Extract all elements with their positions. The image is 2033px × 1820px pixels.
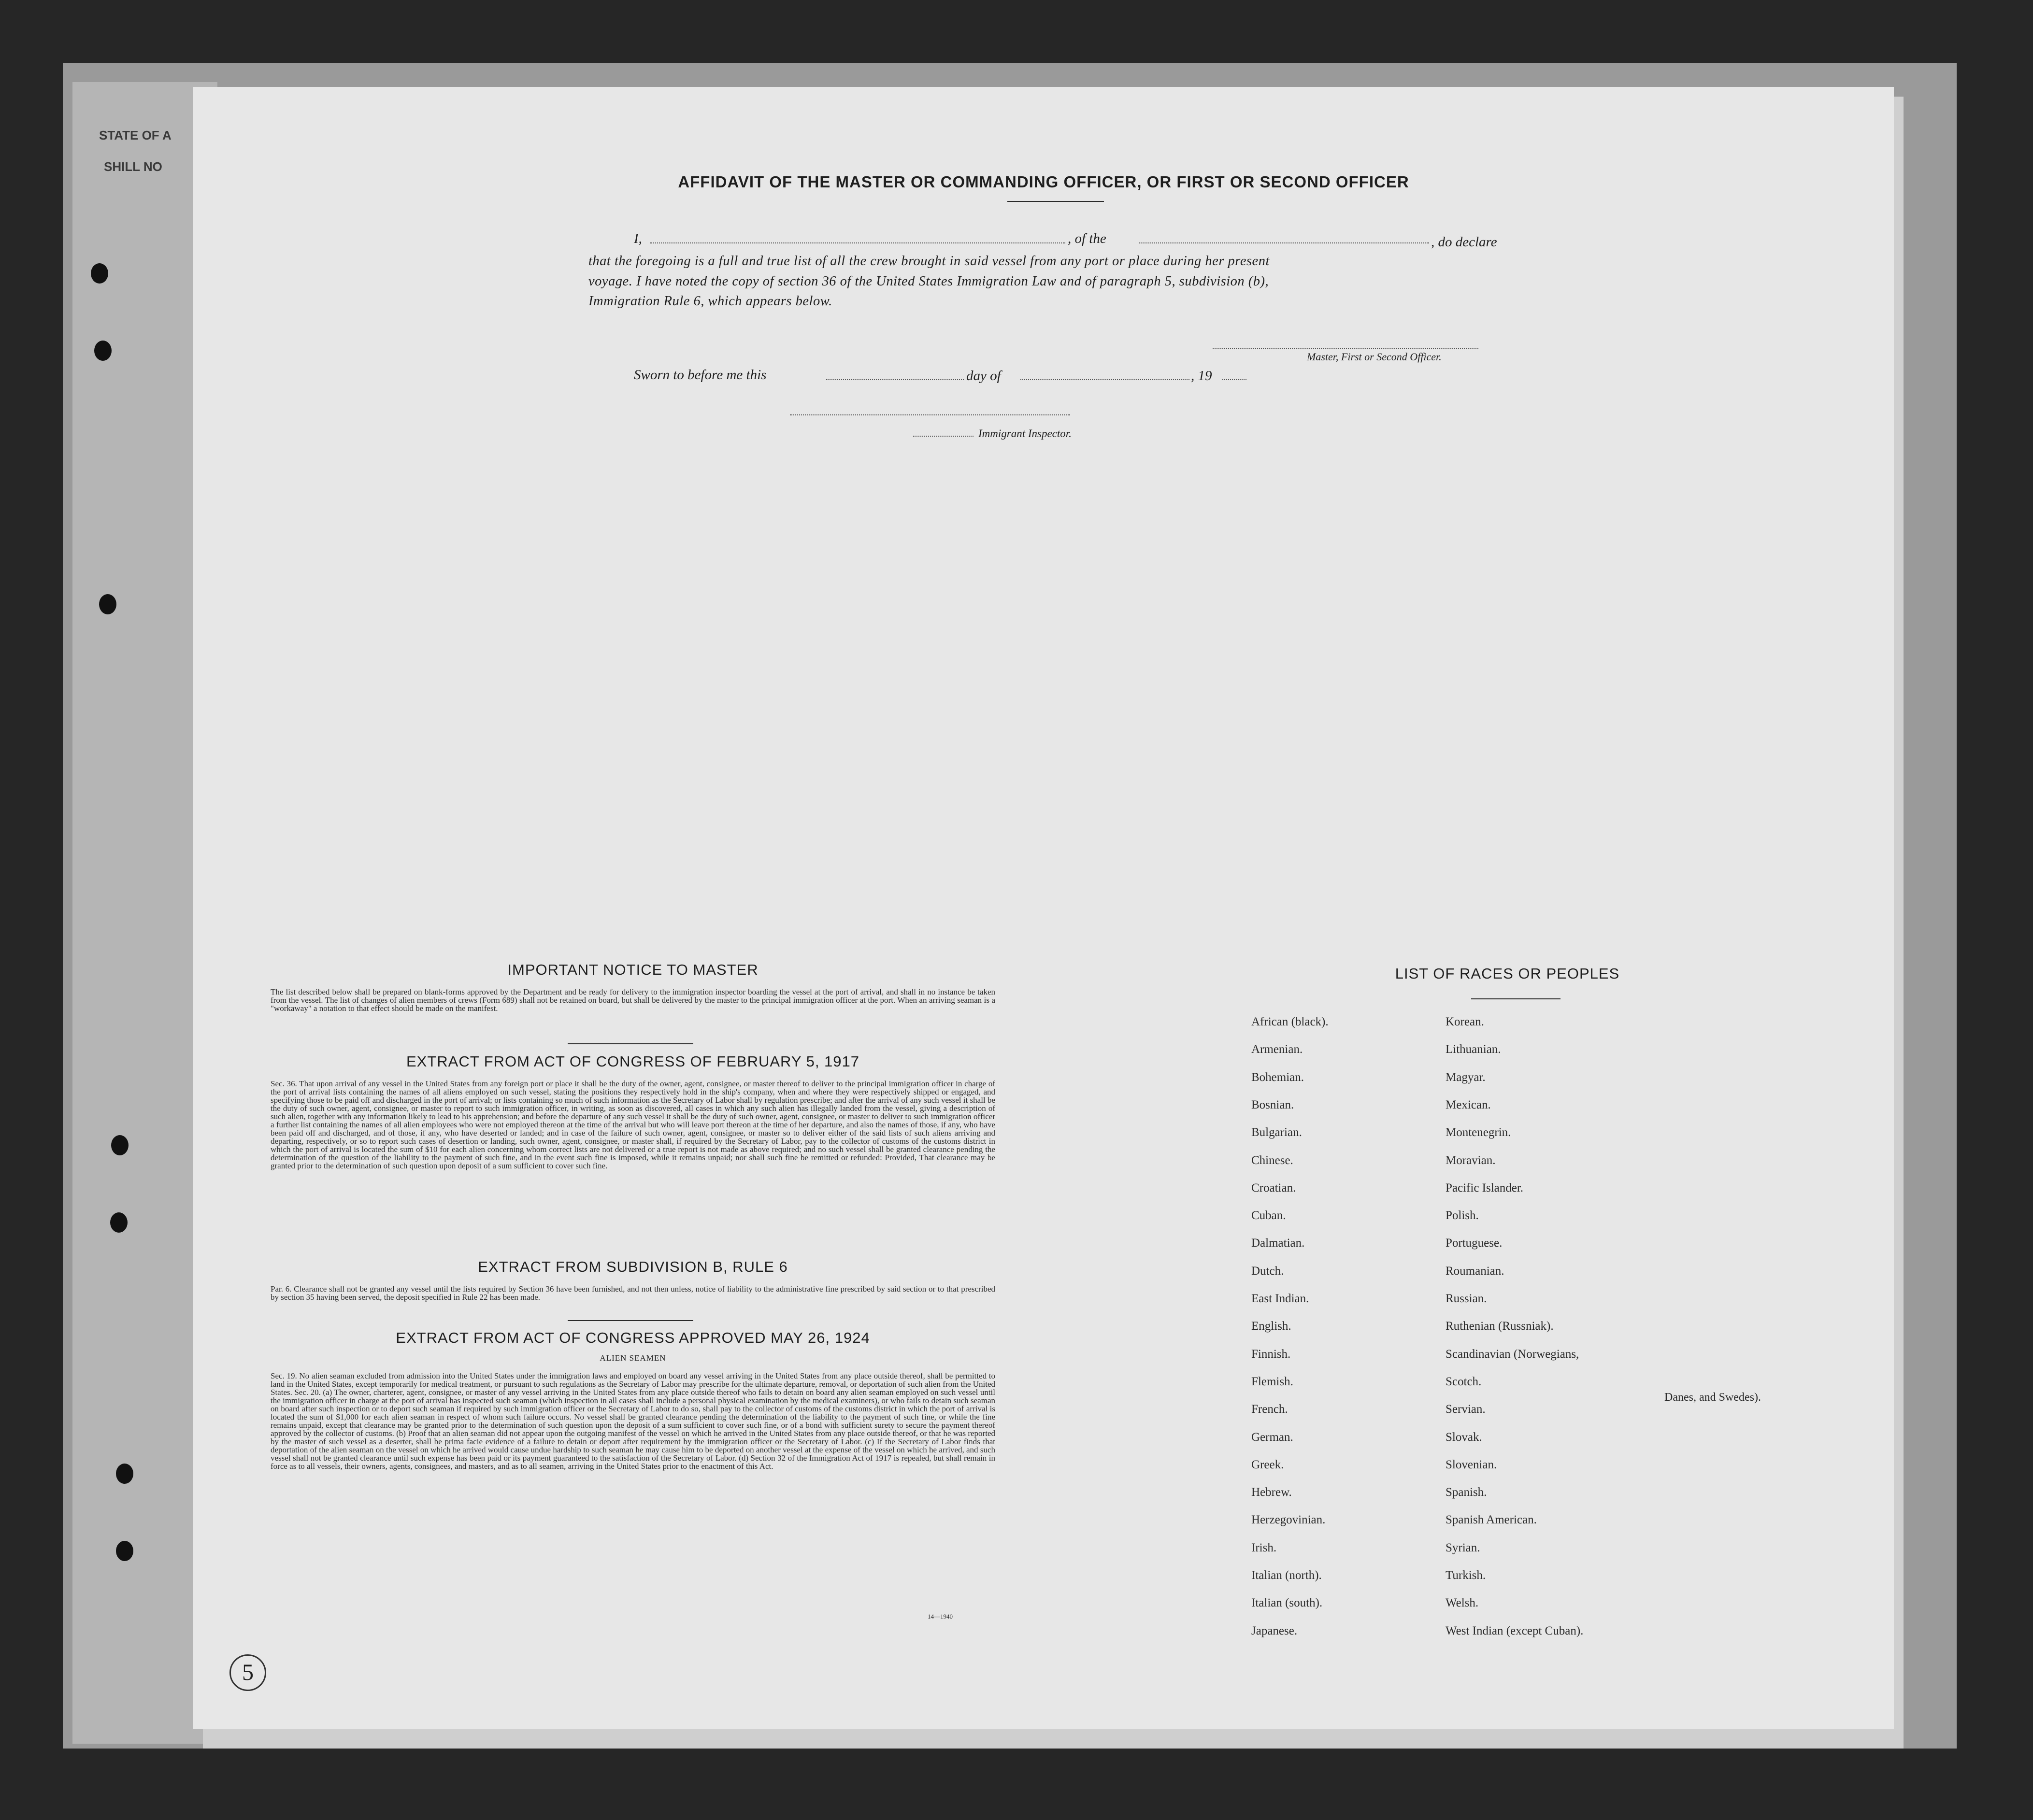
race-item: Bulgarian. xyxy=(1251,1126,1302,1139)
race-item: Lithuanian. xyxy=(1446,1043,1501,1056)
race-item: German. xyxy=(1251,1430,1293,1444)
race-item: Chinese. xyxy=(1251,1153,1293,1167)
race-item: Welsh. xyxy=(1446,1596,1479,1610)
extract-1924-title: EXTRACT FROM ACT OF CONGRESS APPROVED MAY 26, 1924 xyxy=(396,1329,870,1346)
day-line xyxy=(826,379,964,380)
page-number: 5 xyxy=(229,1654,266,1691)
i-label: I, xyxy=(634,231,642,246)
extract-rule6-text: Par. 6. Clearance shall not be granted any vessel until the lists required by Section 36 have been furnished, and not then unless, notice of liability to the administrative fine prescribed by said section or to that prescribed by section 35 having been served, the deposit specified in Rule 22 has been made. xyxy=(271,1284,995,1302)
divider xyxy=(568,1043,693,1044)
race-item: Italian (north). xyxy=(1251,1569,1322,1582)
binder-hole xyxy=(111,1135,129,1155)
notice-title: IMPORTANT NOTICE TO MASTER xyxy=(507,961,759,978)
race-item: Mexican. xyxy=(1446,1098,1491,1111)
race-item: Italian (south). xyxy=(1251,1596,1323,1610)
affidavit-title: AFFIDAVIT OF THE MASTER OR COMMANDING OFFICER, OR FIRST OR SECOND OFFICER xyxy=(678,173,1409,191)
race-item: Scandinavian (Norwegians, xyxy=(1446,1347,1579,1361)
race-item: Servian. xyxy=(1446,1403,1486,1416)
form-code: 14—1940 xyxy=(928,1613,953,1620)
race-item: Flemish. xyxy=(1251,1375,1293,1388)
race-item: Irish. xyxy=(1251,1541,1277,1554)
name-line xyxy=(650,242,1065,243)
extract-1917-text: Sec. 36. That upon arrival of any vessel in the United States from any foreign port or place it shall be the duty of the owner, agent, consignee, or master thereof to deliver to the principal immigration officer in charge of the port of arrival lists containing the names of all aliens employed on such vessel, stating the positions they respectively hold in the ship's company, when and where they were respectively shipped or engaged, and specifying those to be paid off and discharged in the port of arrival; or lists containing so much of such information as the Secretary of Labor shall by regulation prescribe; and after the arrival of any such vessel it shall be the duty of such owner, agent, consignee, or master to report to such immigration officer, in writing, as soon as discovered, all cases in which any such alien has illegally landed from the vessel, giving a description of such alien, together with any information likely to lead to his apprehension; and before the departure of any such vessel it shall be the duty of such owner, agent, consignee, or master to deliver to such immigration officer a further list containing the names of all alien employees who were not employed thereon at the time of the arrival but who will leave port thereon at the time of her departure, and also the names of those, if any, who have been paid off and discharged, and of those, if any, who have deserted or landed; and in case of the failure of such owner, agent, consignee, or master so to deliver either of the said lists of such aliens arriving and departing, respectively, or so to report such cases of desertion or landing, such owner, agent, consignee, or master shall, if required by the Secretary of Labor, pay to the collector of customs of the customs district in which the port of arrival is located the sum of $10 for each alien concerning whom correct lists are not delivered or a true report is not made as above required; and no such vessel shall be granted clearance pending the determination of the question of the liability to the payment of such fine, and in the event such fine is imposed, while it remains unpaid; nor shall such fine be remitted or refunded: Provided, That clearance may be granted prior to the determination of such question upon deposit of a sum sufficient to cover such fine. xyxy=(271,1079,995,1170)
race-item: Cuban. xyxy=(1251,1209,1286,1223)
race-item: Turkish. xyxy=(1446,1569,1486,1582)
sworn-label: Sworn to before me this xyxy=(634,367,767,383)
master-signature-line xyxy=(1213,348,1478,349)
race-item: Herzegovinian. xyxy=(1251,1513,1326,1527)
race-item: Japanese. xyxy=(1251,1624,1298,1637)
race-item: Portuguese. xyxy=(1446,1237,1503,1250)
affidavit-body-line: voyage. I have noted the copy of section 36 of the United States Immigration Law and of paragraph 5, subdivision (b), xyxy=(588,274,1269,289)
race-item-continuation: Danes, and Swedes). xyxy=(1664,1391,1761,1404)
master-signature-label: Master, First or Second Officer. xyxy=(1307,351,1442,363)
binder-hole xyxy=(99,594,116,614)
race-item: Pacific Islander. xyxy=(1446,1181,1524,1194)
race-item: Hebrew. xyxy=(1251,1486,1292,1499)
race-item: Finnish. xyxy=(1251,1347,1291,1361)
inspector-signature-line xyxy=(790,414,1070,415)
binder-hole xyxy=(116,1541,133,1561)
form-page xyxy=(193,87,1894,1729)
race-item: Ruthenian (Russniak). xyxy=(1446,1320,1554,1333)
race-item: African (black). xyxy=(1251,1015,1329,1028)
race-item: Korean. xyxy=(1446,1015,1484,1028)
race-item: Slovak. xyxy=(1446,1430,1482,1444)
race-item: Scotch. xyxy=(1446,1375,1482,1388)
notice-text: The list described below shall be prepared on blank-forms approved by the Department and be ready for delivery to the immigration inspector boarding the vessel at the port of arrival, and shall in no instance be taken from the vessel. The list of changes of alien members of crews (Form 689) shall not be retained on board, but shall be delivered by the master to the principal immigration officer at the port. When an arriving seaman is a "workaway" a notation to that effect should be made on the manifest. xyxy=(271,987,995,1013)
divider xyxy=(568,1320,693,1321)
race-item: East Indian. xyxy=(1251,1292,1309,1305)
race-item: Bosnian. xyxy=(1251,1098,1294,1111)
binder-hole xyxy=(116,1464,133,1484)
inspector-label: Immigrant Inspector. xyxy=(978,427,1072,440)
race-item: Greek. xyxy=(1251,1458,1284,1471)
year-line xyxy=(1222,379,1246,380)
do-declare-label: , do declare xyxy=(1431,234,1497,250)
extract-1924-text: Sec. 19. No alien seaman excluded from admission into the United States under the immigration laws and employed on board any vessel arriving in the United States from any place outside thereof, shall be permitted to land in the United States, except temporarily for medical treatment, or pursuant to such regulations as the Secretary of Labor may prescribe for the ultimate departure, removal, or deportation of such alien from the United States. Sec. 20. (a) The owner, charterer, agent, consignee, or master of any vessel arriving in the United States from any place outside thereof who fails to detain on board any alien seaman employed on such vessel until the immigration officer in charge at the port of arrival has inspected such seaman (which inspection in all cases shall include a personal physical examination by the medical examiners), or who fails to detain such seaman on board after such inspection or to deport such seaman if required by such immigration officer or the Secretary of Labor to do so, shall pay to the collector of customs of the customs district in which the port of arrival is located the sum of $1,000 for each alien seaman in respect of whom such failure occurs. No vessel shall be granted clearance pending the determination of the liability to the payment of such fine, or while the fine remains unpaid, except that clearance may be granted prior to the determination of such question upon the deposit of a sum sufficient to cover such fine, or of a bond with sufficient surety to secure the payment thereof approved by the collector of customs. (b) Proof that an alien seaman did not appear upon the outgoing manifest of the vessel on which he arrived in the United States from any place outside thereof, or that he was reported by the master of such vessel as a deserter, shall be prima facie evidence of a failure to detain or deport after requirement by the immigration officer or the Secretary of Labor. (c) If the Secretary of Labor finds that deportation of the alien seaman on the vessel on which he arrived would cause undue hardship to such seaman he may cause him to be deported on another vessel at the expense of the vessel on which he arrived, and such vessel shall not be granted clearance until such expense has been paid or its payment guaranteed to the satisfaction of the Secretary of Labor. (d) Section 32 of the Immigration Act of 1917 is repealed, but shall remain in force as to all vessels, their owners, agents, consignees, and masters, and as to all seamen, arriving in the United States prior to the enactment of this Act. xyxy=(271,1371,995,1471)
race-item: Armenian. xyxy=(1251,1043,1303,1056)
race-item: Croatian. xyxy=(1251,1181,1296,1194)
divider xyxy=(1007,201,1104,202)
races-title: LIST OF RACES OR PEOPLES xyxy=(1395,965,1620,982)
affidavit-body-line: that the foregoing is a full and true list of all the crew brought in said vessel from any port or place during her present xyxy=(588,254,1270,269)
race-item: Montenegrin. xyxy=(1446,1126,1511,1139)
race-item: Dutch. xyxy=(1251,1264,1284,1278)
race-item: Polish. xyxy=(1446,1209,1479,1223)
extract-rule6-title: EXTRACT FROM SUBDIVISION B, RULE 6 xyxy=(478,1258,788,1275)
race-item: English. xyxy=(1251,1320,1291,1333)
race-item: Bohemian. xyxy=(1251,1070,1304,1084)
race-item: West Indian (except Cuban). xyxy=(1446,1624,1584,1637)
stamp-text: STATE OF A xyxy=(99,128,172,142)
affidavit-body-line: Immigration Rule 6, which appears below. xyxy=(588,294,832,309)
of-the-label: , of the xyxy=(1068,231,1106,246)
binder-hole xyxy=(91,263,108,284)
day-of-label: day of xyxy=(966,368,1001,384)
race-item: Russian. xyxy=(1446,1292,1487,1305)
vessel-line xyxy=(1139,242,1429,243)
race-item: Moravian. xyxy=(1446,1153,1496,1167)
race-item: Dalmatian. xyxy=(1251,1237,1305,1250)
binder-hole xyxy=(110,1212,128,1233)
month-line xyxy=(1020,379,1189,380)
race-item: Spanish. xyxy=(1446,1486,1487,1499)
alien-seamen-subtitle: ALIEN SEAMEN xyxy=(600,1353,666,1363)
binder-hole xyxy=(94,341,112,361)
extract-1917-title: EXTRACT FROM ACT OF CONGRESS OF FEBRUARY 5, 1917 xyxy=(406,1053,860,1070)
year-label: , 19 xyxy=(1191,368,1212,384)
inspector-short-line xyxy=(913,436,974,437)
divider xyxy=(1471,998,1561,999)
stamp-text: SHILL NO xyxy=(104,159,162,174)
race-item: Magyar. xyxy=(1446,1070,1486,1084)
race-item: Roumanian. xyxy=(1446,1264,1504,1278)
race-item: Syrian. xyxy=(1446,1541,1480,1554)
race-item: Slovenian. xyxy=(1446,1458,1497,1471)
race-item: French. xyxy=(1251,1403,1288,1416)
race-item: Spanish American. xyxy=(1446,1513,1537,1527)
